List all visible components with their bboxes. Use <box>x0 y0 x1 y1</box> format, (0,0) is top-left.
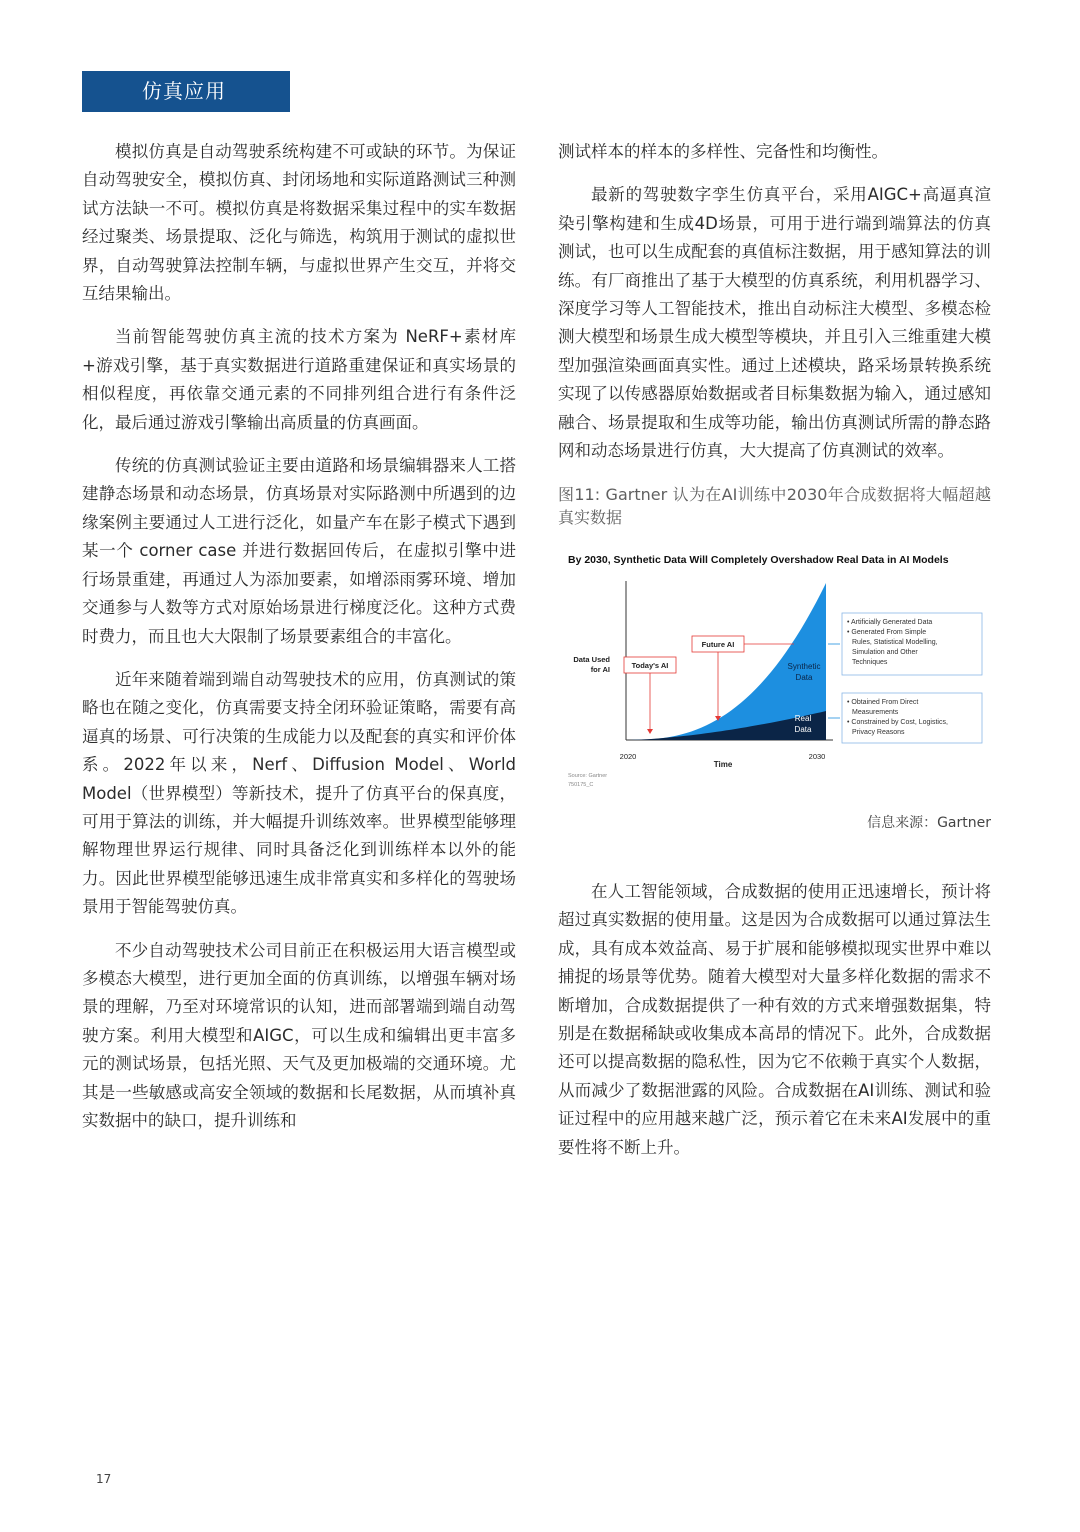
paragraph: 最新的驾驶数字孪生仿真平台，采用AIGC+高逼真渲染引擎构建和生成4D场景，可用于进行端到端算法的仿真测试，也可以生成配套的真值标注数据，用于感知算法的训练。有厂商推出了基于大模型的仿真系统，利用机器学习、深度学习等人工智能技术，推出自动标注大模型、多模态检测大模型和场景生成大模型等模块，并且引入三维重建大模型加强渲染画面真实性。通过上述模块，路采场景转换系统实现了以传感器原始数据或者目标集数据为输入，通过感知融合、场景提取和生成等功能，输出仿真测试所需的静态路网和动态场景进行仿真，大大提高了仿真测试的效率。 <box>558 185 991 461</box>
paragraph: 传统的仿真测试验证主要由道路和场景编辑器来人工搭建静态场景和动态场景，仿真场景对实际路测中所遇到的边缘案例主要通过人工进行泛化，如量产车在影子模式下遇到某一个 corner case 并进行数据回传后，在虚拟引擎中进行场景重建，再通过人为添加要素，如增添雨雾环境、增加交通参与人数等方式对原始场景进行梯度泛化。这种方式费时费力，而且也大大限制了场景要素组合的丰富化。 <box>82 456 516 646</box>
gartner-chart <box>558 543 991 805</box>
legend-real-line: • Constrained by Cost, Logistics, <box>847 719 948 727</box>
paragraph: 测试样本的样本的多样性、完备性和均衡性。 <box>558 142 888 161</box>
chart-source-note: 750175_C <box>568 782 594 789</box>
legend-real-line: Measurements <box>852 709 899 717</box>
page-number: 17 <box>96 1472 112 1486</box>
synthetic-label-1: Synthetic <box>787 662 821 672</box>
y-axis-label-1: Data Used <box>573 655 610 665</box>
legend-synthetic-line: Simulation and Other <box>852 649 918 657</box>
y-axis-label-2: for AI <box>590 665 610 675</box>
synthetic-label-2: Data <box>795 673 813 683</box>
real-label-2: Data <box>794 725 812 735</box>
paragraph: 当前智能驾驶仿真主流的技术方案为 NeRF+素材库+游戏引擎，基于真实数据进行道路重建保证和真实场景的相似程度，再依靠交通元素的不同排列组合进行有条件泛化，最后通过游戏引擎输出高质量的仿真画面。 <box>82 327 516 432</box>
legend-synthetic-line: Techniques <box>852 659 888 667</box>
legend-synthetic-line: Rules, Statistical Modelling, <box>852 639 938 647</box>
figure-source: 信息来源：Gartner <box>867 815 991 832</box>
paragraph: 模拟仿真是自动驾驶系统构建不可或缺的环节。为保证自动驾驶安全，模拟仿真、封闭场地和实际道路测试三种测试方法缺一不可。模拟仿真是将数据采集过程中的实车数据经过聚类、场景提取、泛化与筛选，构筑用于测试的虚拟世界，自动驾驶算法控制车辆，与虚拟世界产生交互，并将交互结果输出。 <box>82 142 516 304</box>
legend-synthetic-line: • Generated From Simple <box>847 629 927 637</box>
x-tick: 2030 <box>808 752 826 762</box>
today-ai-label: Today's AI <box>631 661 669 671</box>
left-column <box>82 138 516 1150</box>
paragraph: 在人工智能领域，合成数据的使用正迅速增长，预计将超过真实数据的使用量。这是因为合成数据可以通过算法生成，具有成本效益高、易于扩展和能够模拟现实世界中难以捕捉的场景等优势。随着大模型对大量多样化数据的需求不断增加，合成数据提供了一种有效的方式来增强数据集，特别是在数据稀缺或收集成本高昂的情况下。此外，合成数据还可以提高数据的隐私性，因为它不依赖于真实个人数据，从而减少了数据泄露的风险。合成数据在AI训练、测试和验证过程中的应用越来越广泛，预示着它在未来AI发展中的重要性将不断上升。 <box>558 881 991 1157</box>
x-tick: 2020 <box>619 752 637 762</box>
right-column <box>558 138 991 1177</box>
chart-source-note: Source: Gartner <box>568 773 608 780</box>
legend-real-line: • Obtained From Direct <box>847 699 919 707</box>
future-ai-label: Future AI <box>701 640 735 650</box>
chart-title: By 2030, Synthetic Data Will Completely Overshadow Real Data in AI Models <box>568 554 949 567</box>
figure-caption: 图11: Gartner 认为在AI训练中2030年合成数据将大幅超越真实数据 <box>558 485 991 528</box>
x-axis-label: Time <box>713 760 733 770</box>
paragraph: 不少自动驾驶技术公司目前正在积极运用大语言模型或多模态大模型，进行更加全面的仿真训练，以增强车辆对场景的理解，乃至对环境常识的认知，进而部署端到端自动驾驶方案。利用大模型和AIGC，可以生成和编辑出更丰富多元的测试场景，包括光照、天气及更加极端的交通环境。尤其是一些敏感或高安全领域的数据和长尾数据，从而填补真实数据中的缺口，提升训练和 <box>82 940 516 1130</box>
real-label-1: Real <box>794 714 812 724</box>
paragraph: 近年来随着端到端自动驾驶技术的应用，仿真测试的策略也在随之变化，仿真需要支持全闭环验证策略，需要有高逼真的场景、可行决策的生成能力以及配套的真实和评价体系。2022年以来，Nerf、Diffusion Model、World Model（世界模型）等新技术，提升了仿真平台的保真度，可用于算法的训练，并大幅提升训练效率。世界模型能够理解物理世界运行规律、同时具备泛化到训练样本以外的能力。因此世界模型能够迅速生成非常真实和多样化的驾驶场景用于智能驾驶仿真。 <box>82 669 516 917</box>
legend-real-line: Privacy Reasons <box>852 729 905 737</box>
legend-synthetic-line: • Artificially Generated Data <box>847 619 933 627</box>
section-title: 仿真应用 <box>82 71 290 112</box>
